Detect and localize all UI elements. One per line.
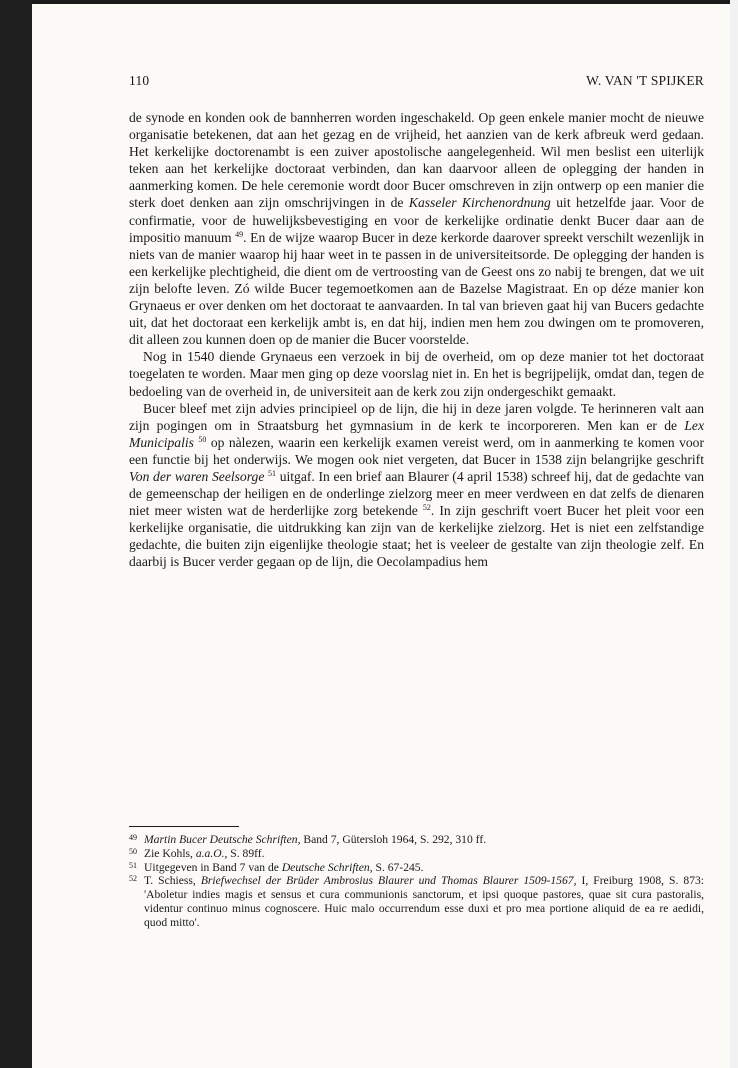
footnote-number: 49	[129, 833, 137, 842]
scan-border-right	[730, 0, 738, 1068]
footnote-ref: 52	[422, 503, 431, 513]
book-page	[32, 4, 730, 1068]
text-run: Zie Kohls,	[144, 846, 196, 860]
main-text	[129, 109, 704, 571]
text-run: . En de wijze waarop Bucer in deze kerkorde daarover spreekt verschilt wezenlijk in niets van de manier waarop hij haar weet in te passen in de universiteitsorde. De oplegging der handen is een kerkelijke plechtigheid, die dient om de vertroosting van de Geest ons zo nabij te brengen, dat we uit zijn belofte leven. Zó wilde Bucer tegemoetkomen aan de Bazelse Magistraat. En op déze manier kon Grynaeus er over denken om het doctoraat te aanvaarden. In tal van brieven gaat hij van Bucers gedachte uit, dat het doctoraat een kerkelijk ambt is, en dat hij, indien men hem zou dwingen om te promoveren, dit alleen zou kunnen doen op de manier die Bucer voorstelde.	[129, 229, 704, 348]
italic-title: a.a.O.,	[195, 846, 228, 860]
paragraph	[129, 400, 704, 571]
text-run: S. 89ff.	[227, 846, 265, 860]
text-run: S. 67-245.	[372, 860, 424, 874]
footnote	[129, 874, 704, 929]
footnote	[129, 861, 704, 875]
italic-title: Martin Bucer Deutsche Schriften,	[144, 833, 301, 846]
text-run: Nog in 1540 diende Grynaeus een verzoek in bij de overheid, om op deze manier tot het doctoraat toegelaten te worden. Maar men ging op deze voorslag niet in. En het is begrijpelijk, omdat dan, tegen de bedoeling van de overheid in, de universiteit aan de kerk zou zijn ondergeschikt gemaakt.	[129, 349, 704, 399]
italic-title: Kasseler Kirchenordnung	[408, 195, 551, 211]
paragraph	[129, 109, 704, 348]
footnote-number: 50	[129, 846, 137, 856]
footnote-separator	[129, 826, 239, 827]
page-number: 110	[129, 73, 150, 88]
text-run: I, Freiburg 1908, S. 873: 'Aboletur indies magis et sensus et cura communionis sanctorum, et ipsi quoque pastores, quae sit cura pastoralis, videntur continuo minus cognoscere. Huic malo occurrendum esse duxi et pro mea portione aliquid de ea re aedidi, quod mitto'.	[144, 874, 705, 929]
italic-title: Von der waren Seelsorge	[129, 468, 265, 484]
text-run: uit hetzelfde jaar. Voor de confirmatie, voor de huwelijksbevestiging en voor de kerkelijke ordinatie denkt Bucer daar aan de impositio manuum	[129, 195, 704, 245]
text-run: T. Schiess,	[144, 874, 201, 888]
text-run: Band 7, Gütersloh 1964, S. 292, 310 ff.	[300, 833, 487, 846]
italic-title: Lex Municipalis	[129, 417, 704, 450]
italic-title: Deutsche Schriften,	[281, 860, 373, 874]
text-run: de synode en konden ook de bannherren worden ingeschakeld. Op geen enkele manier mocht de nieuwe organisatie betekenen, dat aan het gezag en de vrijheid, het aanzien van de kerk afbreuk werd gedaan. Het kerkelijke doctorenambt is een zuiver apostolische aangelegenheid. Wil men beslist een uiterlijk teken aan het kerkelijke doctoraat verbinden, dan kan daarvoor alleen de oplegging der handen in aanmerking komen. De hele ceremonie wordt door Bucer omschreven in zijn ontwerp op een manier die sterk doet denken aan zijn omschrijvingen in de	[129, 110, 704, 211]
italic-title: Briefwechsel der Brüder Ambrosius Blaurer und Thomas Blaurer 1509-1567,	[200, 874, 577, 888]
text-run: Uitgegeven in Band 7 van de	[144, 860, 282, 874]
footnotes	[129, 833, 704, 930]
text-run: Bucer bleef met zijn advies principieel op de lijn, die hij in deze jaren volgde. Te herinneren valt aan zijn pogingen om in Straatsburg het gymnasium in de kerk te incorporeren. Men kan er de	[129, 400, 704, 433]
footnote-ref: 51	[268, 468, 277, 478]
footnote-number: 52	[129, 874, 137, 884]
footnote	[129, 847, 704, 861]
text-run: . In zijn geschrift voert Bucer het pleit voor een kerkelijke organisatie, die uitdrukking kan zijn van de kerkelijke zielzorg. Het is niet een zelfstandige gedachte, die buiten zijn eigenlijke theologie staat; het is veeleer de gestalte van zijn theologie zelf. En daarbij is Bucer verder gegaan op de lijn, die Oecolampadius hem	[129, 503, 704, 570]
text-run: uitgaf. In een brief aan Blaurer (4 april 1538) schreef hij, dat de gedachte van de gemeenschap der heiligen en de onderlinge zielzorg meer en meer verdween en dat zelfs de dienaren niet meer wisten wat de herderlijke zorg betekende	[129, 468, 704, 519]
footnote	[129, 833, 704, 847]
text-run: op nàlezen, waarin een kerkelijk examen vereist werd, om in aanmerking te komen voor een functie bij het onderwijs. We mogen ook niet vergeten, dat Bucer in 1538 zijn belangrijke geschrift	[129, 434, 704, 467]
footnote-number: 51	[129, 860, 137, 870]
running-head-author: W. VAN 'T SPIJKER	[586, 73, 704, 88]
footnote-ref: 49	[235, 229, 244, 239]
scan-border-left	[0, 0, 32, 1068]
footnote-ref: 50	[198, 434, 207, 444]
paragraph	[129, 348, 704, 399]
